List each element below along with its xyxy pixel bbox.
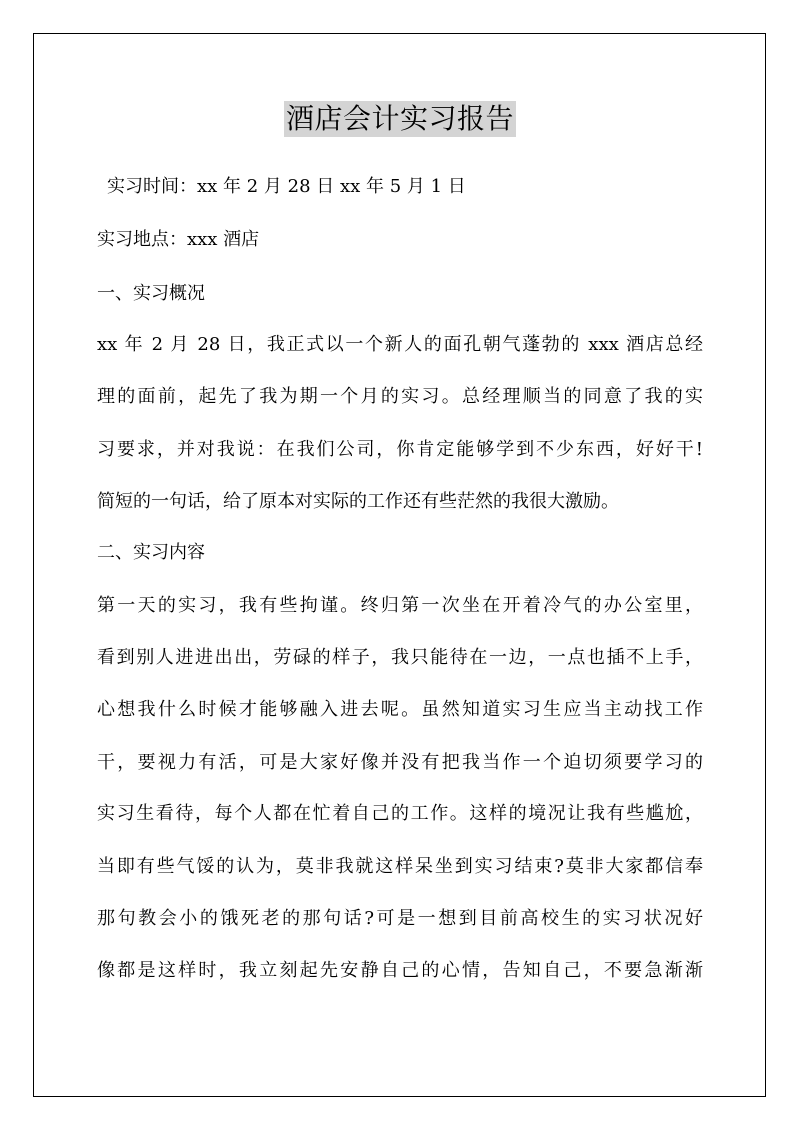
paragraph-line: 心想我什么时候才能够融入进去呢。虽然知道实习生应当主动找工作 bbox=[97, 699, 703, 720]
paragraph-line: 干，要视力有活，可是大家好像并没有把我当作一个迫切须要学习的 bbox=[97, 752, 703, 773]
paragraph-line: 当即有些气馁的认为，莫非我就这样呆坐到实习结束?莫非大家都信奉 bbox=[97, 856, 703, 877]
paragraph-line: 习要求，并对我说：在我们公司，你肯定能够学到不少东西，好好干! bbox=[97, 439, 703, 460]
paragraph-line: 第一天的实习，我有些拘谨。终归第一次坐在开着冷气的办公室里， bbox=[97, 595, 703, 616]
paragraph-line: xx 年 2 月 28 日，我正式以一个新人的面孔朝气蓬勃的 xxx 酒店总经 bbox=[97, 334, 703, 355]
document-title-block bbox=[0, 101, 800, 137]
paragraph-line: 看到别人进进出出，劳碌的样子，我只能待在一边，一点也插不上手， bbox=[97, 647, 703, 668]
paragraph-line: 像都是这样时，我立刻起先安静自己的心情，告知自己，不要急渐渐 bbox=[97, 960, 703, 981]
paragraph-line: 简短的一句话，给了原本对实际的工作还有些茫然的我很大激励。 bbox=[97, 491, 619, 512]
paragraph-line: 理的面前，起先了我为期一个月的实习。总经理顺当的同意了我的实 bbox=[97, 386, 703, 407]
section-heading-overview: 一、实习概况 bbox=[97, 283, 205, 304]
document-title: 酒店会计实习报告 bbox=[285, 102, 514, 135]
internship-place: 实习地点：xxx 酒店 bbox=[97, 229, 260, 250]
section-heading-content: 二、实习内容 bbox=[97, 542, 205, 563]
internship-time: 实习时间：xx 年 2 月 28 日 xx 年 5 月 1 日 bbox=[107, 176, 466, 197]
paragraph-line: 实习生看待，每个人都在忙着自己的工作。这样的境况让我有些尴尬， bbox=[97, 803, 703, 824]
paragraph-line: 那句教会小的饿死老的那句话?可是一想到目前高校生的实习状况好 bbox=[97, 908, 703, 929]
